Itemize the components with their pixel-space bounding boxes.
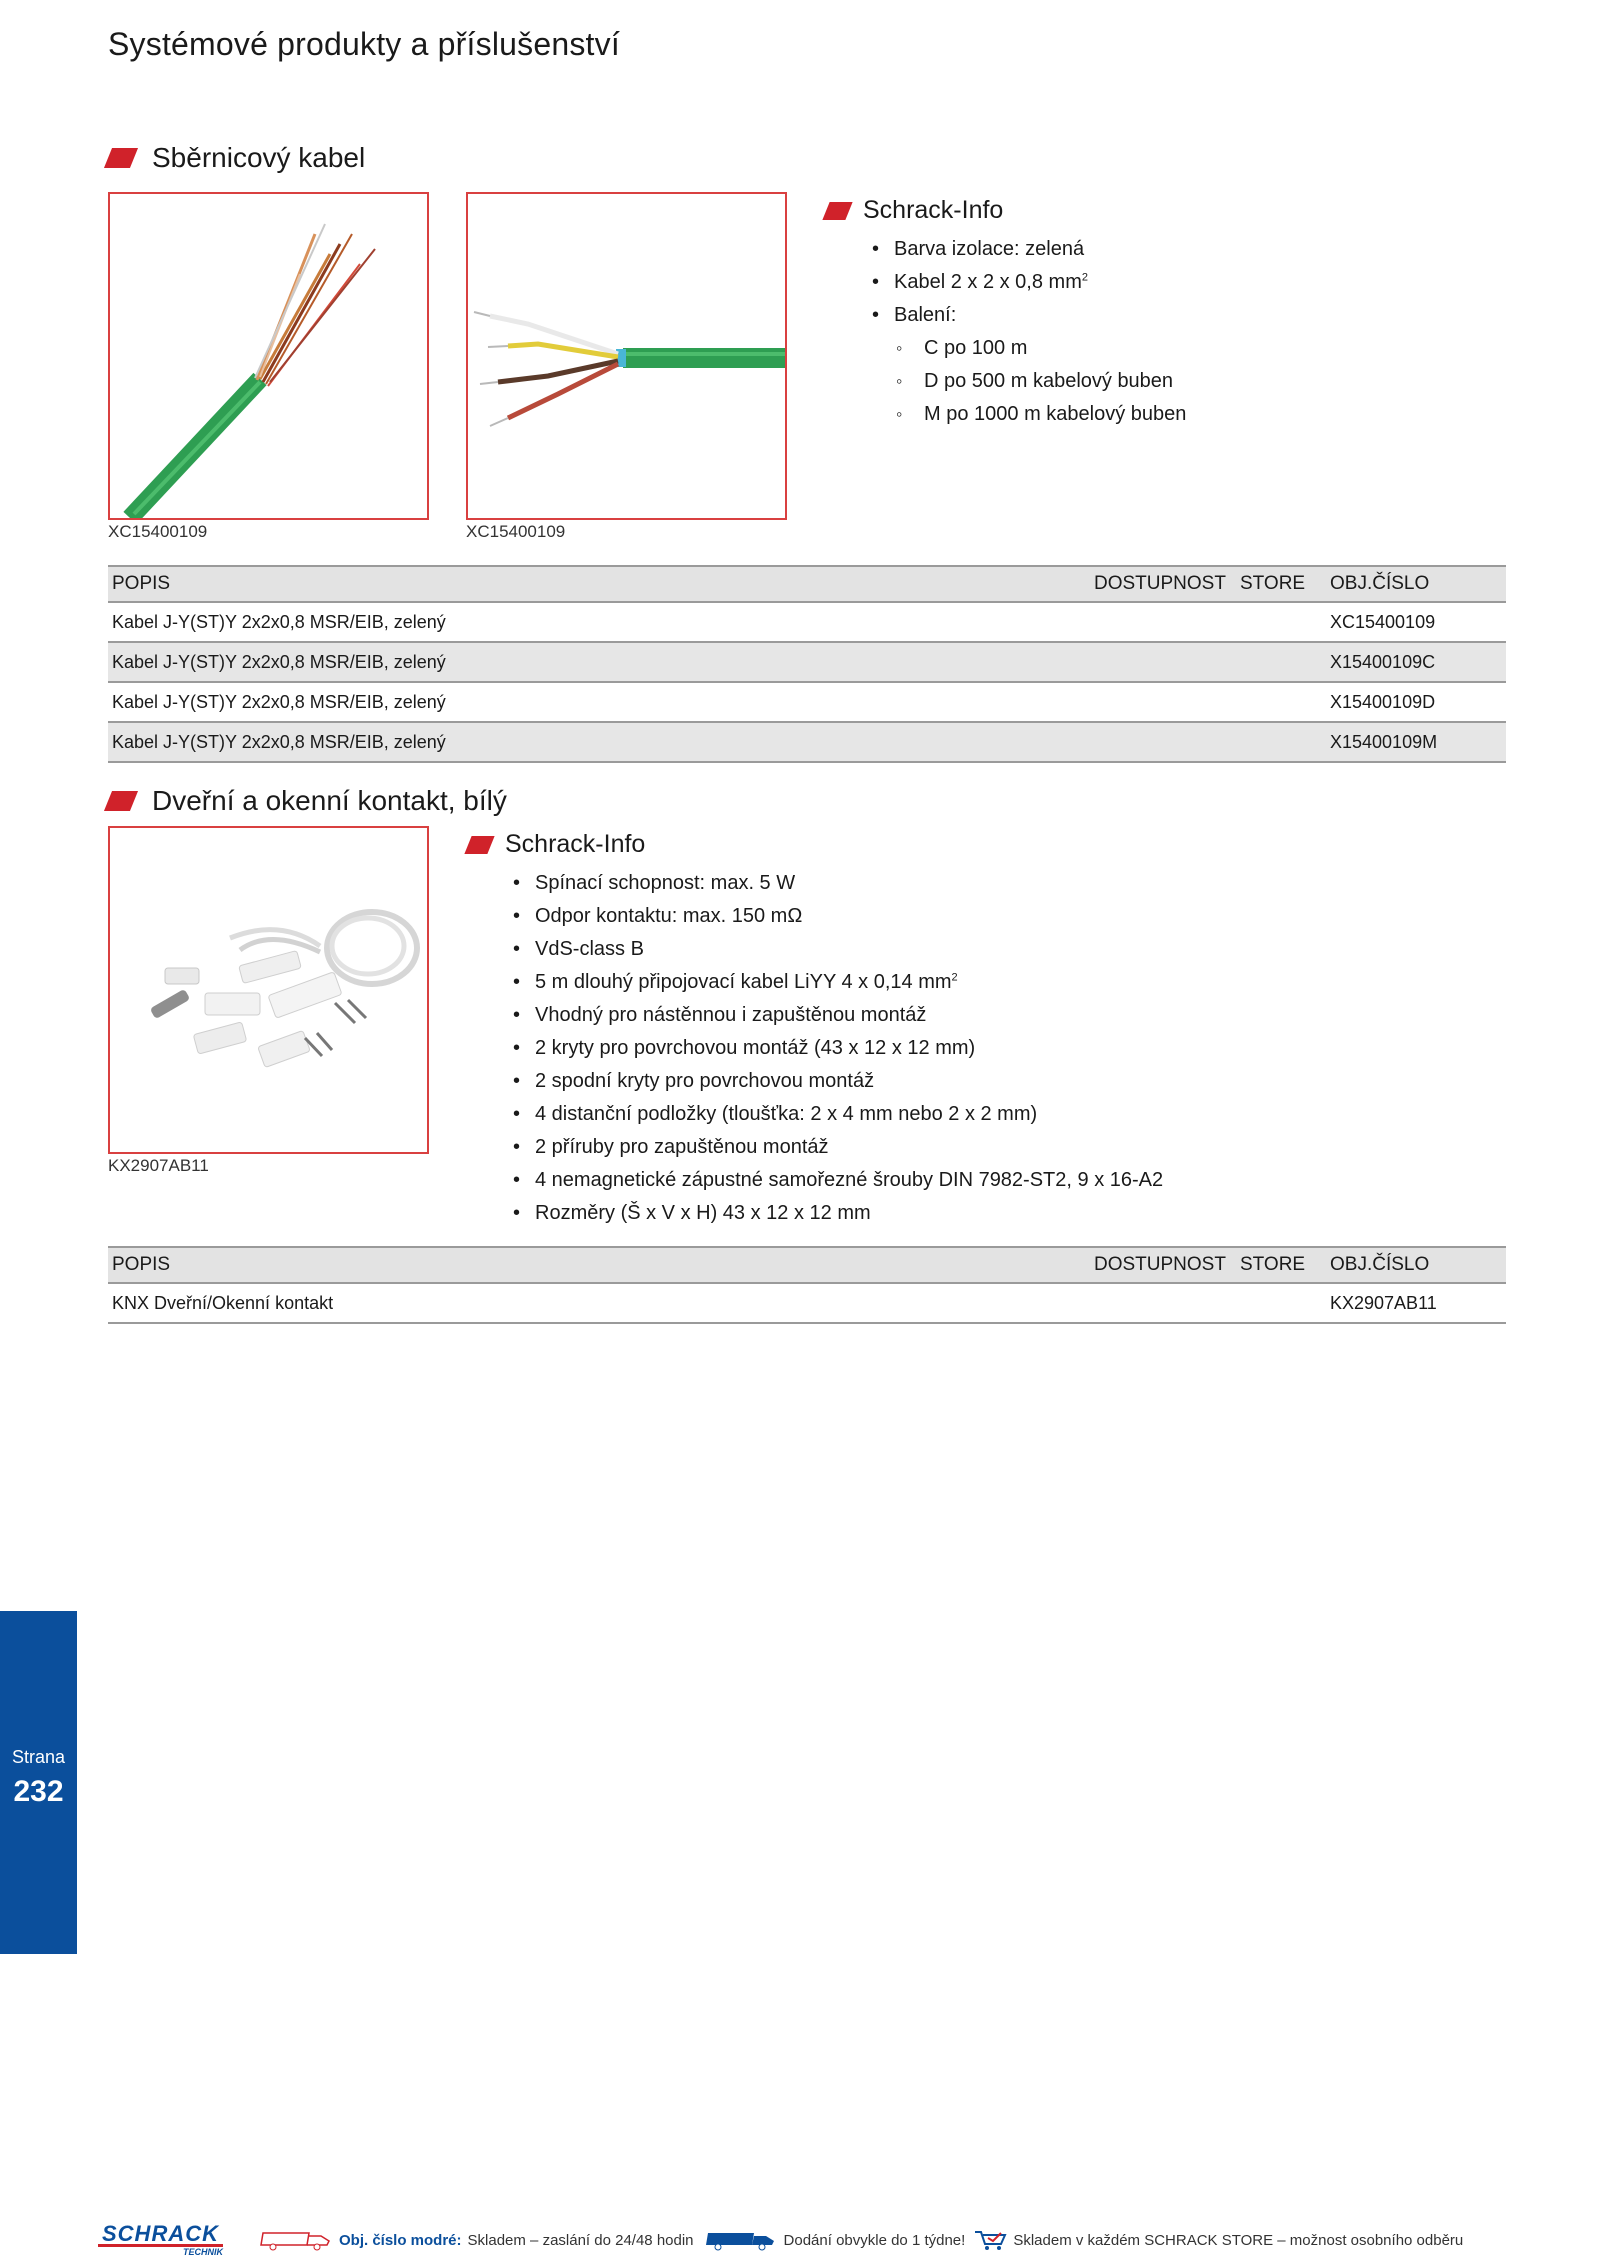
- cell-availability: [1090, 642, 1236, 682]
- footer-legend: [98, 2222, 1518, 2258]
- table-row: [108, 1283, 1506, 1323]
- col-header-store: STORE: [1236, 1247, 1326, 1283]
- info-item: • Spínací schopnost: max. 5 W: [511, 867, 1511, 900]
- page-label: Strana: [11, 1747, 66, 1767]
- product-image-door-contact: [108, 826, 429, 1154]
- delivery-truck-outline-icon: [259, 2229, 333, 2251]
- cell-description: Kabel J-Y(ST)Y 2x2x0,8 MSR/EIB, zelený: [108, 642, 1090, 682]
- info-list: [870, 233, 1570, 431]
- cell-description: Kabel J-Y(ST)Y 2x2x0,8 MSR/EIB, zelený: [108, 682, 1090, 722]
- cell-store: [1236, 722, 1326, 762]
- order-number-legend-label: Obj. číslo modré:: [339, 2231, 462, 2249]
- cable-bundle-image: [110, 194, 427, 518]
- col-header-popis: POPIS: [108, 566, 1090, 602]
- page-title: Systémové produkty a příslušenství: [108, 26, 620, 62]
- table-header-row: [108, 566, 1506, 602]
- info-item: • 2 spodní kryty pro povrchovou montáž: [511, 1065, 1511, 1098]
- legend-delivery-week: Dodání obvykle do 1 týdne!: [783, 2231, 966, 2249]
- cell-store: [1236, 642, 1326, 682]
- info-subitem: ◦ M po 1000 m kabelový buben: [870, 398, 1570, 431]
- col-header-popis: POPIS: [108, 1247, 1090, 1283]
- info-item: • Balení:: [870, 299, 1570, 332]
- info-item: • Vhodný pro nástěnnou i zapuštěnou montáž: [511, 999, 1511, 1032]
- legend-store-stock: Skladem v každém SCHRACK STORE – možnost osobního odběru: [1013, 2231, 1464, 2249]
- section-title-bus-cable: [108, 142, 365, 174]
- section-title-text: Dveřní a okenní kontakt, bílý: [152, 785, 507, 816]
- cell-order-number: XC15400109: [1326, 602, 1506, 642]
- info-item: • 5 m dlouhý připojovací kabel LiYY 4 x 0,14 $mm^2$: [511, 966, 1511, 999]
- col-header-store: STORE: [1236, 566, 1326, 602]
- section-title-text: Sběrnicový kabel: [152, 142, 366, 173]
- page-number-tab: [0, 1611, 77, 1954]
- red-marker-icon: [464, 836, 494, 854]
- cell-availability: [1090, 602, 1236, 642]
- door-contact-kit-image: [110, 828, 427, 1152]
- schrack-logo: [98, 2220, 223, 2257]
- page-number: 232: [13, 1775, 64, 1808]
- cell-description: Kabel J-Y(ST)Y 2x2x0,8 MSR/EIB, zelený: [108, 722, 1090, 762]
- info-item: • Odpor kontaktu: max. 150 mΩ: [511, 900, 1511, 933]
- col-header-dostupnost: DOSTUPNOST: [1090, 1247, 1236, 1283]
- shopping-cart-icon: [973, 2229, 1007, 2251]
- table-row: [108, 722, 1506, 762]
- info-item: • Kabel 2 x 2 x 0,8 $mm^2$: [870, 266, 1570, 299]
- cable-stripped-image: [468, 194, 785, 518]
- col-header-obj-cislo: OBJ.ČÍSLO: [1326, 1247, 1506, 1283]
- product-table-bus-cable: [108, 565, 1506, 763]
- section-title-door-contact: [108, 785, 507, 817]
- cell-store: [1236, 1283, 1326, 1323]
- info-subitem: ◦ D po 500 m kabelový buben: [870, 365, 1570, 398]
- cell-order-number: X15400109D: [1326, 682, 1506, 722]
- logo-brand: SCHRACK: [98, 2224, 223, 2247]
- cell-order-number: X15400109M: [1326, 722, 1506, 762]
- info-title-text: Schrack-Info: [505, 830, 646, 858]
- cell-availability: [1090, 1283, 1236, 1323]
- cell-store: [1236, 682, 1326, 722]
- image-caption: KX2907AB11: [108, 1156, 209, 1175]
- col-header-dostupnost: DOSTUPNOST: [1090, 566, 1236, 602]
- red-marker-icon: [822, 202, 852, 220]
- info-item: • 4 distanční podložky (tloušťka: 2 x 4 mm nebo 2 x 2 mm): [511, 1098, 1511, 1131]
- cell-description: KNX Dveřní/Okenní kontakt: [108, 1283, 1090, 1323]
- legend-stock-24-48: Skladem – zaslání do 24/48 hodin: [467, 2231, 694, 2249]
- product-table-door-contact: [108, 1246, 1506, 1324]
- schrack-info-title: [468, 830, 645, 859]
- delivery-truck-filled-icon: [704, 2229, 778, 2251]
- info-list: [511, 867, 1511, 1230]
- image-caption: XC15400109: [466, 522, 566, 541]
- table-header-row: [108, 1247, 1506, 1283]
- table-row: [108, 682, 1506, 722]
- cell-store: [1236, 602, 1326, 642]
- image-caption: XC15400109: [108, 522, 208, 541]
- logo-sub: TECHNIK: [183, 2246, 223, 2257]
- col-header-obj-cislo: OBJ.ČÍSLO: [1326, 566, 1506, 602]
- cell-availability: [1090, 722, 1236, 762]
- info-item: • Barva izolace: zelená: [870, 233, 1570, 266]
- info-item: • 2 příruby pro zapuštěnou montáž: [511, 1131, 1511, 1164]
- product-image-cable-bundle: [108, 192, 429, 520]
- info-item: • VdS-class B: [511, 933, 1511, 966]
- red-marker-icon: [104, 148, 138, 168]
- cell-order-number: KX2907AB11: [1326, 1283, 1506, 1323]
- cell-description: Kabel J-Y(ST)Y 2x2x0,8 MSR/EIB, zelený: [108, 602, 1090, 642]
- table-row: [108, 642, 1506, 682]
- cell-availability: [1090, 682, 1236, 722]
- cell-order-number: X15400109C: [1326, 642, 1506, 682]
- red-marker-icon: [104, 791, 138, 811]
- info-title-text: Schrack-Info: [863, 196, 1004, 224]
- info-item: • 4 nemagnetické zápustné samořezné šrouby DIN 7982-ST2, 9 x 16-A2: [511, 1164, 1511, 1197]
- table-row: [108, 602, 1506, 642]
- info-item: • 2 kryty pro povrchovou montáž (43 x 12 x 12 mm): [511, 1032, 1511, 1065]
- schrack-info-title: [826, 196, 1003, 225]
- info-subitem: ◦ C po 100 m: [870, 332, 1570, 365]
- product-image-cable-stripped: [466, 192, 787, 520]
- info-item: • Rozměry (Š x V x H) 43 x 12 x 12 mm: [511, 1197, 1511, 1230]
